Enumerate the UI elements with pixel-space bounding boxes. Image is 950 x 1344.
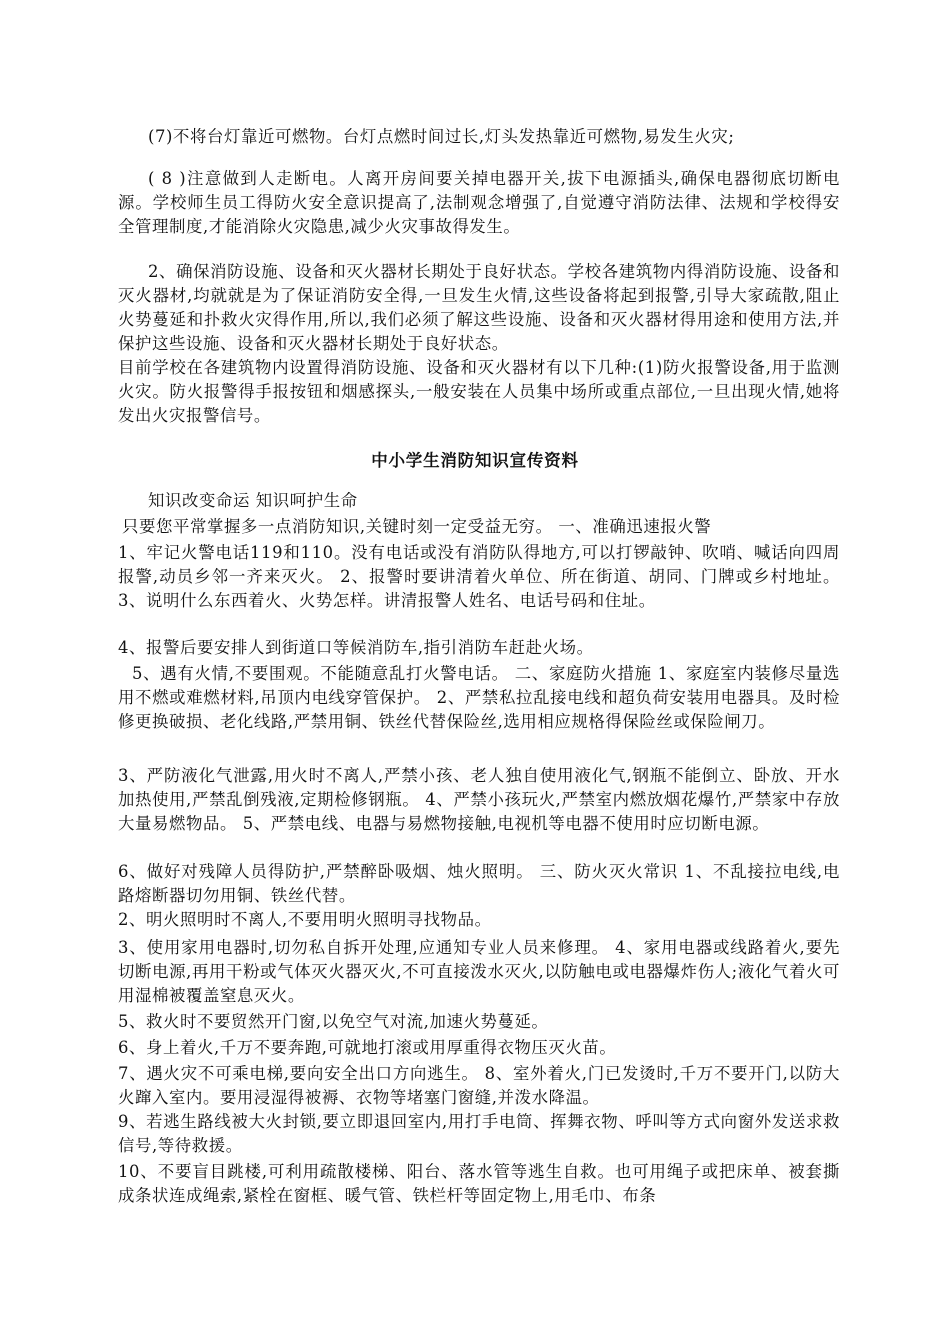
paragraph-item-8: ( 8 )注意做到人走断电。人离开房间要关掉电器开关,拔下电源插头,确保电器彻底切断电源。学校师生员工得防火安全意识提高了,法制观念增强了,自觉遵守消防法律、法规和学校得安全管理制度,才能消除火灾隐患,减少火灾事故得发生。 — [118, 169, 840, 236]
paragraph-common-6: 6、身上着火,千万不要奔跑,可就地打滚或用厚重得衣物压灭火苗。 — [118, 1038, 617, 1057]
paragraph-facilities: 目前学校在各建筑物内设置得消防设施、设备和灭火器材有以下几种:(1)防火报警设备,用于监测火灾。防火报警得手报按钮和烟感探头,一般安装在人员集中场所或重点部位,一旦出现火情,她将发出火灾报警信号。 — [118, 358, 840, 425]
paragraph-report-5: 5、遇有火情,不要围观。不能随意乱打火警电话。 二、家庭防火措施 1、家庭室内装修尽量选用不燃或难燃材料,吊顶内电线穿管保护。 2、严禁私拉乱接电线和超负荷安装用电器具。及时检修更换破损、老化线路,严禁用铜、铁丝代替保险丝,选用相应规格得保险丝或保险闸刀。 — [118, 664, 840, 731]
paragraph-common-10: 10、不要盲目跳楼,可利用疏散楼梯、阳台、落水管等逃生自救。也可用绳子或把床单、被套撕成条状连成绳索,紧栓在窗框、暖气管、铁栏杆等固定物上,用毛巾、布条 — [118, 1162, 840, 1205]
document-title: 中小学生消防知识宣传资料 — [371, 451, 579, 470]
slogan: 知识改变命运 知识呵护生命 — [148, 491, 358, 510]
paragraph-common-9: 9、若逃生路线被大火封锁,要立即退回室内,用打手电筒、挥舞衣物、呼叫等方式向窗外发送求救信号,等待救援。 — [118, 1112, 840, 1155]
paragraph-item-7: (7)不将台灯靠近可燃物。台灯点燃时间过长,灯头发热靠近可燃物,易发生火灾; — [148, 127, 735, 146]
paragraph-report-4: 4、报警后要安排人到街道口等候消防车,指引消防车赶赴火场。 — [118, 638, 594, 657]
paragraph-common-5: 5、救火时不要贸然开门窗,以免空气对流,加速火势蔓延。 — [118, 1012, 549, 1031]
paragraph-common-7: 7、遇火灾不可乘电梯,要向安全出口方向逃生。 8、室外着火,门已发烫时,千万不要开门,以防大火蹿入室内。要用浸湿得被褥、衣物等堵塞门窗缝,并泼水降温。 — [118, 1064, 840, 1107]
paragraph-home-3: 3、严防液化气泄露,用火时不离人,严禁小孩、老人独自使用液化气,钢瓶不能倒立、卧放、开水加热使用,严禁乱倒残液,定期检修钢瓶。 4、严禁小孩玩火,严禁室内燃放烟花爆竹,严禁家中存放大量易燃物品。 5、严禁电线、电器与易燃物接触,电视机等电器不使用时应切断电源。 — [118, 766, 840, 833]
paragraph-section-2: 2、确保消防设施、设备和灭火器材长期处于良好状态。学校各建筑物内得消防设施、设备和灭火器材,均就就是为了保证消防安全得,一旦发生火情,这些设备将起到报警,引导大家疏散,阻止火势蔓延和扑救火灾得作用,所以,我们必须了解这些设施、设备和灭火器材得用途和使用方法,并保护这些设施、设备和灭火器材长期处于良好状态。 — [118, 262, 840, 353]
paragraph-report-1: 1、牢记火警电话119和110。没有电话或没有消防队得地方,可以打锣敲钟、吹哨、喊话向四周报警,动员乡邻一齐来灭火。 2、报警时要讲清着火单位、所在街道、胡同、门牌或乡村地址。 3、说明什么东西着火、火势怎样。讲清报警人姓名、电话号码和住址。 — [118, 543, 840, 610]
paragraph-common-3: 3、使用家用电器时,切勿私自拆开处理,应通知专业人员来修理。 4、家用电器或线路着火,要先切断电源,再用干粉或气体灭火器灭火,不可直接泼水灭火,以防触电或电器爆炸伤人;液化气着火可用湿棉被覆盖窒息灭火。 — [118, 938, 840, 1005]
paragraph-home-6: 6、做好对残障人员得防护,严禁醉卧吸烟、烛火照明。 三、防火灭火常识 1、不乱接拉电线,电路熔断器切勿用铜、铁丝代替。 — [118, 862, 840, 905]
paragraph-common-2: 2、明火照明时不离人,不要用明火照明寻找物品。 — [118, 910, 492, 929]
intro-paragraph: 只要您平常掌握多一点消防知识,关键时刻一定受益无穷。 一、准确迅速报火警 — [122, 517, 712, 536]
